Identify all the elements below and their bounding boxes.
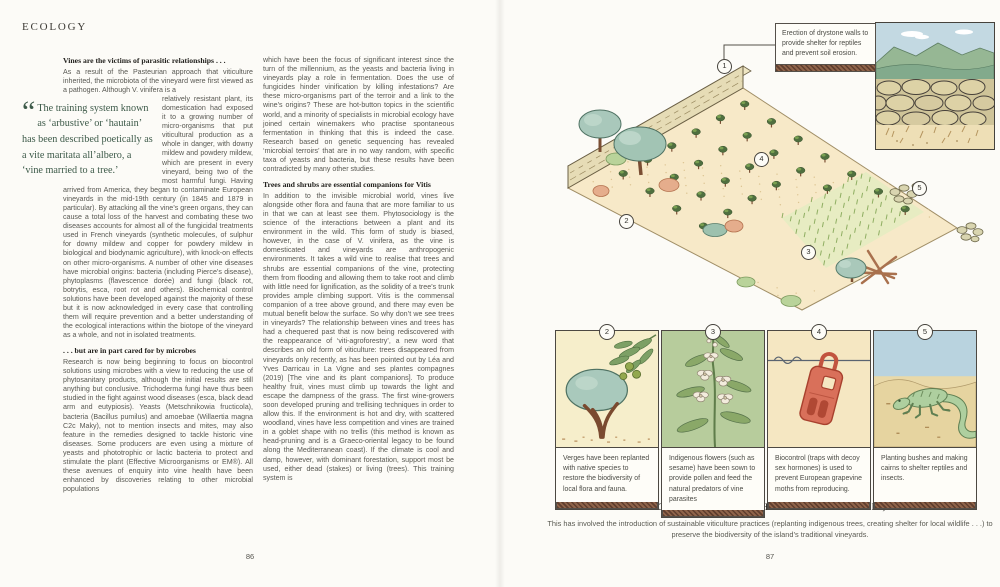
left-column-2: [263, 56, 454, 483]
field-marker-4: 4: [754, 152, 769, 167]
panel-flowers: [661, 327, 765, 518]
figure-caption: This has involved the introduction of sustainable viticulture practices (replanting indigenous trees, creating shelter for local wildlife . . .) to preserve the biodiversity of the island’s traditional vineyards.: [547, 518, 993, 539]
para-trees: In addition to the invisible microbial world, vines live alongside other flora and fauna that are more familiar to us in that we can at least see them. Phytosociology is the science of the interactions between a plant and its environment in the wild. This form of study is biased, however, in the case of V. vinifera, as the vine is domesticated and vineyards are anthropogenic environments. It takes a wild vine to realise that trees and shrubs are essential companions of the vine, protecting them from flooding and allowing them to take root and climb with little need for lignification, as the solidity of a tree’s trunk provides ample climbing support. Vitis is the commensal companion of a tree above ground, and there may even be mutual benefit below the surface. So why don’t we see trees in vineyards? The relationship between vines and trees has had a chequered past that is now being rediscovered with the reappearance of ‘viti-agroforestry’, a new word that describes an old form of viticulture: trees disappeared from vineyards only recently, as has been pointed out by Léa and Yves Darricau in La Vigne and ses plantes compagnes (2019) [The vine and its plant companions]. To produce healthy fruit, vines must climb up towards the light and escape the dampness of the grass. The first wine-growers soon developed pruning and trellising techniques in order to allow this. If the environment is hot and dry, with scattered woodland, vines have less competition and vines are trained in a goblet shape with no trellis (this method is known as head-pruning and is a Graeco-oriental legacy to be found along the Mediterranean coast). If the climate is cool and damp, however, with dominant forestation, support most be used, either dead (stakes) or living (trees). This training system is: [263, 191, 454, 482]
callout-text: Erection of drystone walls to provide shelter for reptiles and prevent soil erosion.: [775, 23, 876, 65]
field-marker-1: 1: [717, 59, 732, 74]
panel-verges: [555, 327, 659, 510]
field-marker-3: 3: [801, 245, 816, 260]
quote-wrap: [22, 94, 253, 341]
article-heading-parasitic: Vines are the victims of parasitic relationships . . .: [63, 56, 226, 65]
quote-mark-icon: “: [22, 94, 33, 128]
panel-badge-2: 2: [599, 324, 615, 340]
para-microbes: Research is now being beginning to focus on biocontrol solutions using microbes with a view to reducing the use of phytosanitary products, although the initial results are still anything but conclusive. Trichoderma fungi have thus been studied in the fight against wood diseases (esca, black dead arm and eutypiosis). Yeasts (Metschnikowia fructicola), bacteria (Bacillus pumilus) and amoebae (Willaertia magna C2c Maky), not to mention insects and mites, may also feature in the remedies designed to tackle historic vine diseases. Some producers are even using a mixture of yeasts and phototrophic or lactic bacteria to protect and stimulate the plant (Effective Microorganisms or EM®). All these avenues of enquiry into vine health have been enhanced by discoveries relating to other microbial populations: [63, 358, 253, 494]
drystone-wall-figure: [875, 22, 995, 150]
para-continued: relatively resistant plant, its domestication had exposed it to a growing number of micro-organisms that put viticultural production as a whole in danger, with downy mildew and powdery mildew, which are present in every vineyard, being two of the most harmful fungi. Having arrived from America, they began to contaminate European vineyards in the mid-19th century (in 1845 and 1879 in particular). By attacking all the vine’s green organs, they can cause a total loss of the harvest and combating these two diseases accounts for almost all of the fungicidal treatments used in French vineyards (synthetic molecules, of sulphur for downy mildew and copper for powdery mildew in biological and biodynamic agriculture), with knock-on effects on other micro-organisms. A number of other vine diseases have microbial origins: bacteria (including Pierce’s disease), phytoplasms (flavescence dorée) and fungi (black rot, botrytis, esca, root rot and others). Biochemical control solutions have been developed against the majority of these but it is now acknowledged in every case that controlling them will require prevention and a better understanding of the ecological interactions within the biotope of the vineyard as a whole, and not in isolated treatments.: [63, 94, 253, 340]
drystone-wall-illustration: [876, 23, 994, 149]
page-number-right: 87: [765, 552, 775, 561]
callout-shadow-bar: [775, 65, 876, 72]
panel-caption: Planting bushes and making cairns to shelter reptiles and insects.: [874, 448, 976, 502]
field-marker-5: 5: [912, 181, 927, 196]
panel-reptiles: [873, 327, 977, 510]
lizard-icon: [874, 331, 976, 448]
panel-shadow-bar: [556, 502, 658, 509]
article-heading-microbes: . . . but are in part cared for by microbes: [63, 346, 196, 356]
olive-tree-icon: [556, 331, 658, 448]
pull-quote: [22, 94, 153, 179]
panel-caption: Verges have been replanted with native species to restore the biodiversity of local flora and fauna.: [556, 448, 658, 502]
panel-shadow-bar: [662, 510, 764, 517]
field-marker-2: 2: [619, 214, 634, 229]
panel-badge-3: 3: [705, 324, 721, 340]
para-terroir: which have been the focus of significant interest since the turn of the millennium, as the yeasts and bacteria living in vineyards play a role in fermentation. Does the use of fungicides hinder vinification by killing infestations? Are these micro-organisms part of the terroir and a link to the wine’s origins? These are hot-button topics in the scientific world, and a minority of specialists in microbial ecology have joined certain winemakers who practise spontaneous fermentation in thinking that this is indeed the case. Research based on genetic sequencing has revealed ‘microbial terroirs’ that are in no way random, with specific taxa of yeasts and bacteria, but these results have been contradicted by many other studies.: [263, 56, 454, 174]
callout-leader-line: [724, 45, 775, 59]
panel-badge-5: 5: [917, 324, 933, 340]
panel-caption: Indigenous flowers (such as sesame) have been sown to provide pollen and feed the natural predators of vine parasites: [662, 448, 764, 510]
panel-caption: Biocontrol (traps with decoy sex hormones) is used to prevent European grapevine moths from reproducing.: [768, 448, 870, 502]
panel-shadow-bar: [768, 502, 870, 509]
section-header: ECOLOGY: [22, 21, 88, 33]
panel-shadow-bar: [874, 502, 976, 509]
panel-biocontrol: [767, 327, 871, 510]
pheromone-trap-icon: [768, 331, 870, 448]
cloud-icon: [955, 30, 973, 35]
sesame-flower-icon: [662, 331, 764, 448]
article-heading-trees: Trees and shrubs are essential companions for Vitis: [263, 180, 431, 190]
panel-badge-4: 4: [811, 324, 827, 340]
pull-quote-text: The training system known as ‘arbustive’ or ‘hautain’ has been described poetically as a vite maritata all’albero, a ‘vine married to a tree.’: [22, 102, 153, 177]
left-column-1: [22, 56, 253, 494]
page-number-left: 86: [245, 552, 255, 561]
para-intro: As a result of the Pasteurian approach that viticulture inherited, the microbiota of the vineyard were first viewed as a pathogen. Although V. vinifera is a: [63, 67, 253, 94]
callout-drystone: [775, 23, 876, 72]
